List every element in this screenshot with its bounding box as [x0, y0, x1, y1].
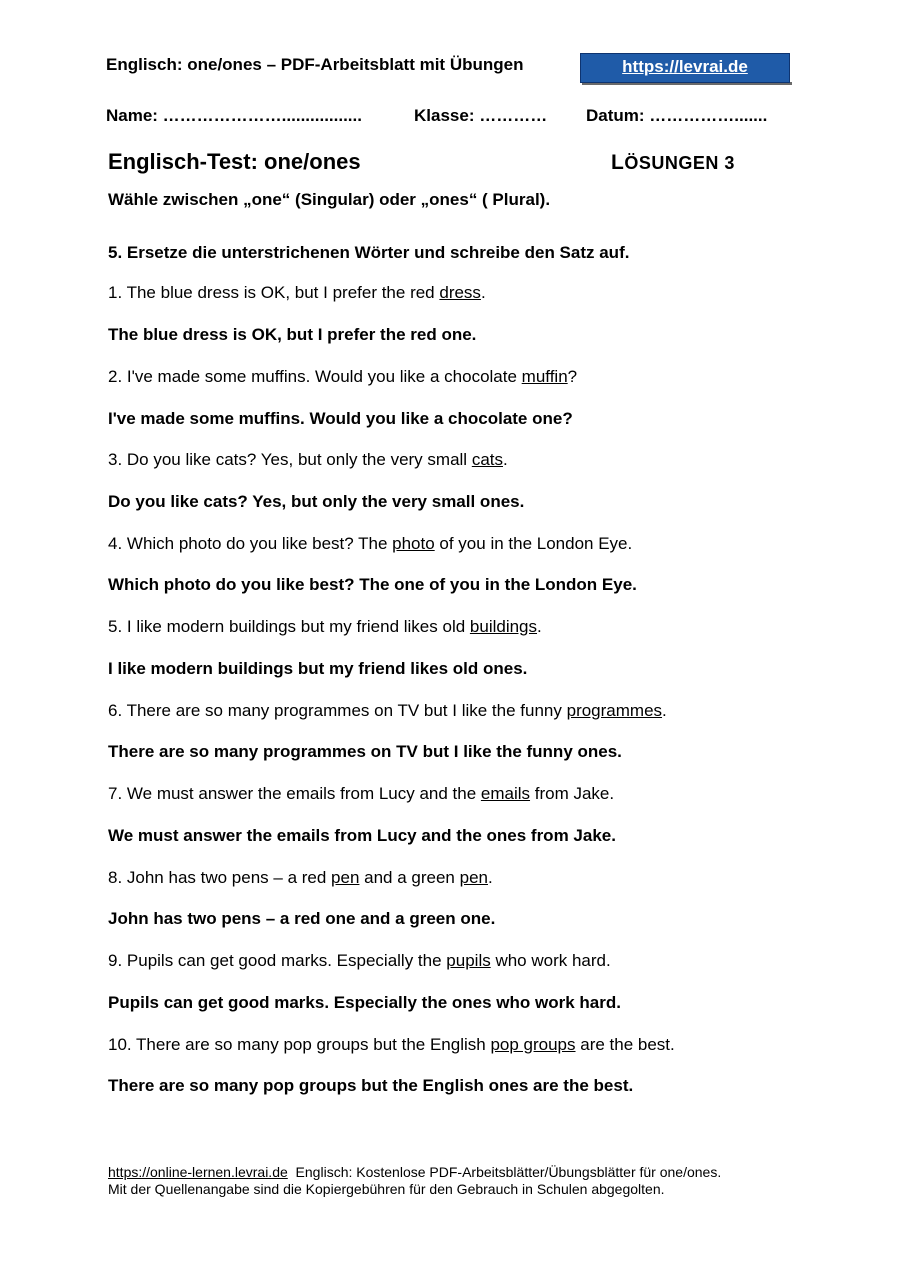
name-field: Name: …………………................. [106, 106, 362, 125]
task-heading: 5. Ersetze die unterstrichenen Wörter und schreibe den Satz auf. [108, 243, 630, 262]
footer-link[interactable]: https://online-lernen.levrai.de [108, 1164, 288, 1180]
underlined-word: buildings [469, 617, 538, 636]
loesungen-first: L [611, 151, 625, 174]
question-1: 1. The blue dress is OK, but I prefer the red dress. [108, 283, 486, 302]
question-5: 5. I like modern buildings but my friend likes old buildings. [108, 617, 542, 636]
underlined-word: pen [331, 868, 360, 887]
underlined-word: programmes [566, 701, 663, 720]
question-3: 3. Do you like cats? Yes, but only the very small cats. [108, 450, 508, 469]
underlined-word: pen [459, 868, 488, 887]
answer-6: There are so many programmes on TV but I like the funny ones. [108, 742, 622, 761]
answer-7: We must answer the emails from Lucy and the ones from Jake. [108, 826, 616, 845]
loesungen-label [611, 151, 735, 175]
answer-2: I've made some muffins. Would you like a chocolate one? [108, 409, 573, 428]
underlined-word: pop groups [490, 1035, 576, 1054]
question-2: 2. I've made some muffins. Would you like a chocolate muffin? [108, 367, 578, 386]
instruction: Wähle zwischen „one“ (Singular) oder „ones“ ( Plural). [108, 190, 551, 209]
underlined-word: pupils [446, 951, 491, 970]
answer-4: Which photo do you like best? The one of you in the London Eye. [108, 575, 637, 594]
underlined-word: photo [392, 534, 435, 553]
question-7: 7. We must answer the emails from Lucy and the emails from Jake. [108, 784, 615, 803]
answer-3: Do you like cats? Yes, but only the very small ones. [108, 492, 525, 511]
question-8: 8. John has two pens – a red pen and a green pen. [108, 868, 493, 887]
underlined-word: dress [439, 283, 481, 302]
question-10: 10. There are so many pop groups but the English pop groups are the best. [108, 1035, 675, 1054]
datum-field: Datum: ……………....... [586, 106, 768, 125]
loesungen-rest: ÖSUNGEN [624, 153, 719, 173]
question-9: 9. Pupils can get good marks. Especially the pupils who work hard. [108, 951, 611, 970]
answer-1: The blue dress is OK, but I prefer the red one. [108, 325, 477, 344]
underlined-word: emails [480, 784, 531, 803]
footer [108, 1164, 721, 1198]
footer-line2: Mit der Quellenangabe sind die Kopiergebühren für den Gebrauch in Schulen abgegolten. [108, 1181, 665, 1197]
footer-line1: Englisch: Kostenlose PDF-Arbeitsblätter/Übungsblätter für one/ones. [287, 1164, 722, 1180]
loesungen-number: 3 [718, 153, 735, 173]
klasse-field: Klasse: ………… [414, 106, 548, 125]
answer-10: There are so many pop groups but the English ones are the best. [108, 1076, 634, 1095]
header-link-levrai[interactable]: https://levrai.de [580, 53, 790, 83]
worksheet-header-title: Englisch: one/ones – PDF-Arbeitsblatt mit Übungen [106, 55, 524, 74]
question-6: 6. There are so many programmes on TV but I like the funny programmes. [108, 701, 667, 720]
answer-8: John has two pens – a red one and a green one. [108, 909, 496, 928]
answer-5: I like modern buildings but my friend likes old ones. [108, 659, 528, 678]
underlined-word: cats [471, 450, 503, 469]
underlined-word: muffin [521, 367, 568, 386]
question-4: 4. Which photo do you like best? The photo of you in the London Eye. [108, 534, 633, 553]
answer-9: Pupils can get good marks. Especially the ones who work hard. [108, 993, 621, 1012]
test-title: Englisch-Test: one/ones [108, 149, 361, 174]
